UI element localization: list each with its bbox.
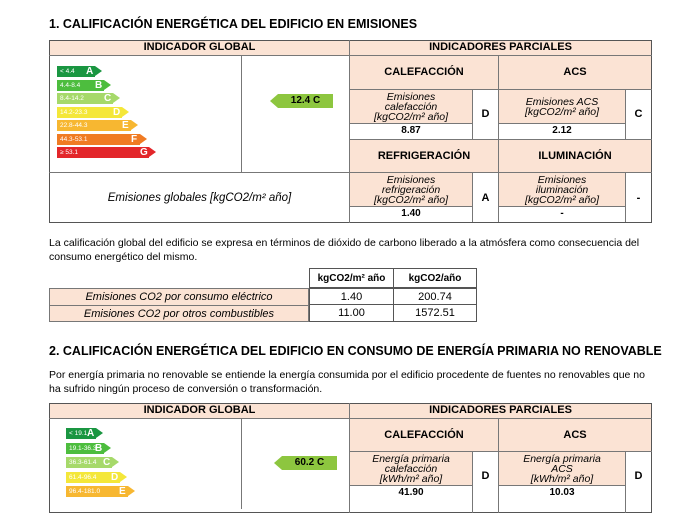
emissions-bar-letter-a: A bbox=[86, 66, 94, 77]
emissions-bar-tip-c bbox=[113, 93, 120, 103]
row-combustibles-v1: 11.00 bbox=[309, 304, 394, 322]
energy-bar-letter-d: D bbox=[111, 471, 119, 483]
emissions-bar-letter-e: E bbox=[122, 120, 129, 131]
refrigeracion-label: Emisiones refrigeración [kgCO2/m² año] bbox=[350, 173, 472, 206]
emissions-bar-tip-e bbox=[131, 120, 138, 130]
indicador-global-header: INDICADOR GLOBAL bbox=[50, 41, 349, 55]
acs-value-2: 10.03 bbox=[549, 487, 575, 498]
emissions-bar-tip-g bbox=[149, 147, 156, 157]
emissions-bar-tip-f bbox=[140, 134, 147, 144]
indicador-global-header-2: INDICADOR GLOBAL bbox=[50, 404, 349, 418]
row-combustibles-v2: 1572.51 bbox=[393, 304, 477, 322]
iluminacion-header: ILUMINACIÓN bbox=[499, 140, 651, 172]
emissions-bar-tip-a bbox=[95, 66, 102, 76]
energy-bar-letter-c: C bbox=[103, 457, 111, 468]
calefaccion-header: CALEFACCIÓN bbox=[350, 56, 498, 89]
emissions-bar-d: 14.2-23.3 bbox=[57, 107, 122, 118]
emissions-bar-a: < 4.4 bbox=[57, 66, 95, 77]
energy-bar-d: 61.4-96.4 bbox=[66, 472, 120, 483]
emissions-bar-f: 44.3-53.1 bbox=[57, 134, 140, 145]
energy-bar-tip-d bbox=[120, 472, 127, 482]
iluminacion-value: - bbox=[560, 208, 564, 219]
energy-bar-c: 36.3-61.4 bbox=[66, 457, 112, 468]
energy-bar-tip-a bbox=[96, 428, 103, 438]
calefaccion-label: Emisiones calefacción [kgCO2/m² año] bbox=[350, 90, 472, 123]
energy-bar-b: 19.1-36.3 bbox=[66, 443, 104, 454]
energy-paragraph: Por energía primaria no renovable se entiende la energía consumida por el edificio procedente de fuentes no renovables que no ha sufrido ningún proceso de conversión o transformación. bbox=[49, 369, 645, 395]
acs-header-2: ACS bbox=[499, 419, 651, 451]
energy-rating-badge: 60.2 C bbox=[282, 456, 337, 470]
row-combustibles-label: Emisiones CO2 por otros combustibles bbox=[83, 308, 275, 320]
row-electrico-label: Emisiones CO2 por consumo eléctrico bbox=[85, 291, 273, 303]
emissions-bar-letter-f: F bbox=[131, 133, 138, 145]
section1-title: 1. CALIFICACIÓN ENERGÉTICA DEL EDIFICIO EN EMISIONES bbox=[49, 17, 418, 31]
emissions-bar-b: 4.4-8.4 bbox=[57, 80, 104, 91]
acs-letter-2: D bbox=[634, 470, 643, 482]
emissions-bar-letter-d: D bbox=[113, 106, 121, 118]
energy-bar-a: < 19.1 bbox=[66, 428, 96, 439]
energy-bar-e: 96.4-181.0 bbox=[66, 486, 128, 497]
row-electrico-v1: 1.40 bbox=[309, 288, 394, 305]
emissions-bar-letter-g: G bbox=[140, 147, 148, 158]
energy-bar-tip-b bbox=[104, 443, 111, 453]
emissions-bar-letter-b: B bbox=[95, 79, 103, 91]
calefaccion-letter-2: D bbox=[481, 470, 490, 482]
acs-letter: C bbox=[634, 108, 643, 120]
col-kgco2-year: kgCO2/año bbox=[393, 268, 477, 288]
emissions-bar-e: 22.8-44.3 bbox=[57, 120, 131, 131]
refrigeracion-header: REFRIGERACIÓN bbox=[350, 140, 498, 172]
emissions-bar-c: 8.4-14.2 bbox=[57, 93, 113, 104]
calefaccion-header-2: CALEFACCIÓN bbox=[350, 419, 498, 451]
calefaccion-value-2: 41.90 bbox=[398, 487, 424, 498]
row-electrico-v2: 200.74 bbox=[393, 288, 477, 305]
emissions-breakdown-table bbox=[49, 268, 477, 322]
acs-label: Emisiones ACS [kgCO2/m² año] bbox=[499, 90, 625, 123]
section2-title: 2. CALIFICACIÓN ENERGÉTICA DEL EDIFICIO EN CONSUMO DE ENERGÍA PRIMARIA NO RENOVABLE bbox=[49, 344, 662, 358]
acs-value: 2.12 bbox=[552, 125, 572, 136]
refrigeracion-value: 1.40 bbox=[401, 208, 421, 219]
energy-bar-letter-e: E bbox=[119, 486, 126, 497]
acs-label-2: Energía primaria ACS [kWh/m² año] bbox=[499, 452, 625, 485]
iluminacion-label: Emisiones iluminación [kgCO2/m² año] bbox=[499, 173, 625, 206]
emissions-bar-g: ≥ 53.1 bbox=[57, 147, 149, 158]
emissions-rating-badge: 12.4 C bbox=[278, 94, 333, 108]
acs-header: ACS bbox=[499, 56, 651, 89]
emissions-paragraph: La calificación global del edificio se expresa en términos de dióxido de carbono liberado a la atmósfera como consecuencia del consumo energético del mismo. bbox=[49, 237, 640, 263]
calefaccion-label-2: Energía primaria calefacción [kWh/m² año] bbox=[350, 452, 472, 485]
calefaccion-value: 8.87 bbox=[401, 125, 421, 136]
emissions-bar-letter-c: C bbox=[104, 93, 112, 104]
global-emissions-label: Emisiones globales [kgCO2/m² año] bbox=[107, 191, 292, 204]
refrigeracion-letter: A bbox=[481, 191, 490, 204]
iluminacion-letter: - bbox=[636, 191, 641, 204]
energy-bar-letter-b: B bbox=[95, 442, 103, 454]
energy-bar-tip-e bbox=[128, 486, 135, 496]
calefaccion-letter: D bbox=[481, 108, 490, 120]
energy-bar-letter-a: A bbox=[87, 428, 95, 439]
energy-bar-tip-c bbox=[112, 457, 119, 467]
indicadores-parciales-header-2: INDICADORES PARCIALES bbox=[350, 404, 651, 418]
emissions-bar-tip-b bbox=[104, 80, 111, 90]
indicadores-parciales-header: INDICADORES PARCIALES bbox=[350, 41, 651, 55]
col-kgco2-m2: kgCO2/m² año bbox=[309, 268, 394, 288]
emissions-bar-tip-d bbox=[122, 107, 129, 117]
